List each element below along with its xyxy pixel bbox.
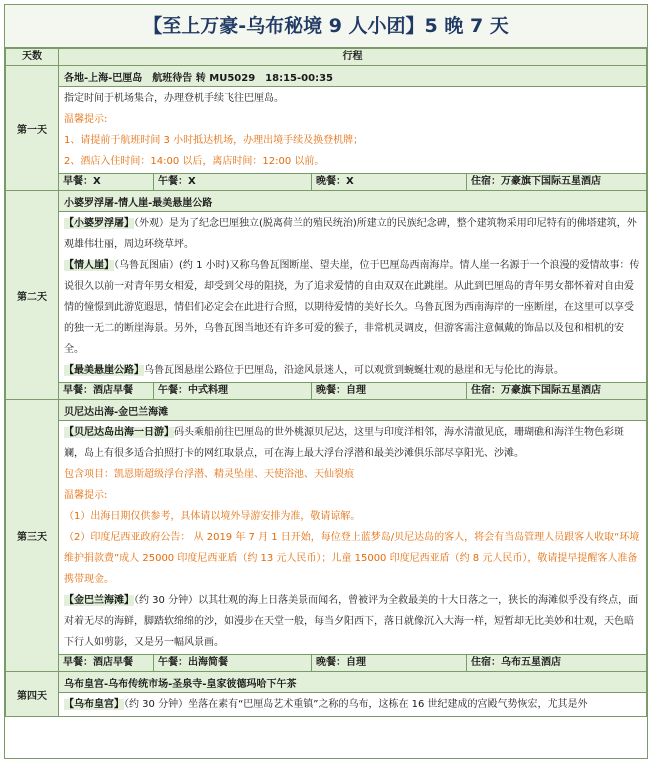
description-line <box>64 506 641 527</box>
line-text: （约 30 分钟）坐落在素有“巴厘岛艺术重镇”之称的乌布，这栋在 16 世纪建成的宫殿气势恢宏，尤其是外 <box>124 699 588 710</box>
description-line <box>64 485 641 506</box>
meal-breakfast: 早餐：酒店早餐 <box>59 383 154 399</box>
page-title: 【至上万豪-乌布秘境 9 人小团】5 晚 7 天 <box>5 5 647 48</box>
line-text: （1）出海日期仅供参考，具体请以境外导游安排为准，敬请谅解。 <box>64 511 361 522</box>
day-description <box>59 421 646 654</box>
meal-lunch: 午餐：中式料理 <box>154 383 312 399</box>
line-text: 2、酒店入住时间：14:00 以后，离店时间：12:00 以前。 <box>64 156 325 167</box>
day-description <box>59 87 646 173</box>
meal-breakfast: 早餐：酒店早餐 <box>59 655 154 671</box>
description-line <box>64 590 641 653</box>
description-line <box>64 527 641 590</box>
day-description <box>59 212 646 382</box>
day-route: 各地-上海-巴厘岛 航班待告 转 MU5029 18:15-00:35 <box>59 66 646 87</box>
day-row <box>6 191 647 400</box>
meal-breakfast: 早餐：X <box>59 174 154 190</box>
day-label: 第一天 <box>6 66 59 191</box>
hotel-info: 住宿：万豪旗下国际五星酒店 <box>471 176 601 187</box>
header-itinerary: 行程 <box>59 49 647 66</box>
attraction-name: 【金巴兰海滩】 <box>64 595 134 606</box>
day-row <box>6 400 647 672</box>
day-route: 小婆罗浮屠-情人崖-最美悬崖公路 <box>59 191 646 212</box>
line-text: 温馨提示: <box>64 490 108 501</box>
hotel-info: 住宿：万豪旗下国际五星酒店 <box>471 385 601 396</box>
meal-lunch: 午餐：出海简餐 <box>154 655 312 671</box>
meals-row <box>59 173 646 190</box>
itinerary-document <box>4 4 648 759</box>
attraction-name: 【最美悬崖公路】 <box>64 365 144 376</box>
line-text: 指定时间于机场集合，办理登机手续飞往巴厘岛。 <box>64 93 284 104</box>
hotel-info: 住宿：乌布五星酒店 <box>471 657 561 668</box>
attraction-name: 【情人崖】 <box>64 260 114 271</box>
description-line <box>64 464 641 485</box>
description-line <box>64 130 641 151</box>
day-row <box>6 672 647 717</box>
itinerary-table <box>5 48 647 717</box>
attraction-name: 【小婆罗浮屠】 <box>64 218 134 229</box>
attraction-name: 【贝尼达岛出海一日游】 <box>64 427 174 438</box>
description-line <box>64 109 641 130</box>
description-line <box>64 255 641 360</box>
description-line <box>64 694 641 715</box>
description-line <box>64 213 641 255</box>
day-route: 乌布皇宫-乌布传统市场-圣泉寺-皇家彼德玛哈下午茶 <box>59 672 646 693</box>
line-text: （乌鲁瓦图庙）(约 1 小时)又称乌鲁瓦图断崖、望夫崖，位于巴厘岛西南海岸。情人崖一名源于一个浪漫的爱情故事：传说很久以前一对青年男女相爱，却受到父母的阻挠，为了追求爱情的自由双双在此跳崖。从此到巴厘岛的青年男女都怀着对自由爱情的憧憬到此游览遐思，情侣们必定会在此进行合照，以期待爱情的美好长久。乌鲁瓦图为西南海岸的一座断崖，在这里可以享受的独一无二的断崖海景。另外，乌鲁瓦图当地还有许多可爱的猴子，非常机灵调皮，但游客需注意佩戴的饰品以及包和相机的安全。 <box>64 260 640 355</box>
meal-dinner: 晚餐：自理 <box>312 383 467 399</box>
day-content <box>59 66 647 191</box>
meals-row <box>59 382 646 399</box>
day-label: 第二天 <box>6 191 59 400</box>
line-text: 1、请提前于航班时间 3 小时抵达机场，办理出境手续及换登机牌； <box>64 135 364 146</box>
meals-row <box>59 654 646 671</box>
attraction-name: 【乌布皇宫】 <box>64 699 124 710</box>
meal-dinner: 晚餐：自理 <box>312 655 467 671</box>
meal-lunch: 午餐：X <box>154 174 312 190</box>
line-text: 包含项目：凯恩斯超级浮台浮潜、精灵坠崖、天使浴池、天仙裂痕 <box>64 469 354 480</box>
line-text: 温馨提示: <box>64 114 108 125</box>
table-header <box>6 49 647 66</box>
line-text: 乌鲁瓦图悬崖公路位于巴厘岛，沿途风景迷人，可以观赏到蜿蜒壮观的悬崖和无与伦比的海景。 <box>144 365 564 376</box>
day-content <box>59 672 647 717</box>
day-route: 贝尼达出海-金巴兰海滩 <box>59 400 646 421</box>
line-text: 码头乘船前往巴厘岛的世外桃源贝尼达，这里与印度洋相邻，海水清澈见底，珊瑚礁和海洋生物色彩斑斓，岛上有很多适合拍照打卡的网红取景点，可在海上最大浮台浮潜和最美沙滩俱乐部尽享阳光、沙滩。 <box>64 427 624 459</box>
description-line <box>64 88 641 109</box>
day-label: 第三天 <box>6 400 59 672</box>
description-line <box>64 151 641 172</box>
day-row <box>6 66 647 191</box>
day-description <box>59 693 646 716</box>
description-line <box>64 360 641 381</box>
day-label: 第四天 <box>6 672 59 717</box>
line-text: （约 30 分钟）以其壮观的海上日落美景而闻名，曾被评为全救最美的十大日落之一，狭长的海滩似乎没有终点，面对着无尽的海鲜，脚踏软绵绵的沙，如漫步在天堂一般，每当夕阳西下，落日就像沉入大海一样，短暂却无比美妙和壮观，天色暗下行人如剪影，又是另一幅风景画。 <box>64 595 639 648</box>
line-text: （2）印度尼西亚政府公告： 从 2019 年 7 月 1 日开始，每位登上蓝梦岛/贝尼达岛的客人，将会有当岛管理人员跟客人收取“环境维护捐款费”成人 25000 印度尼西亚盾（约 13 元人民币）；儿童 15000 印度尼西亚盾（约 8 元人民币），敬请提早提醒客人准备携带现金。 <box>64 532 640 585</box>
header-day: 天数 <box>6 49 59 66</box>
description-line <box>64 422 641 464</box>
line-text: （外观）是为了纪念巴厘独立(脱离荷兰的殖民统治)所建立的民族纪念碑，整个建筑物采用印尼特有的佛塔建筑，外观雄伟壮丽，周边环绕草坪。 <box>64 218 637 250</box>
day-content <box>59 191 647 400</box>
day-content <box>59 400 647 672</box>
meal-dinner: 晚餐：X <box>312 174 467 190</box>
